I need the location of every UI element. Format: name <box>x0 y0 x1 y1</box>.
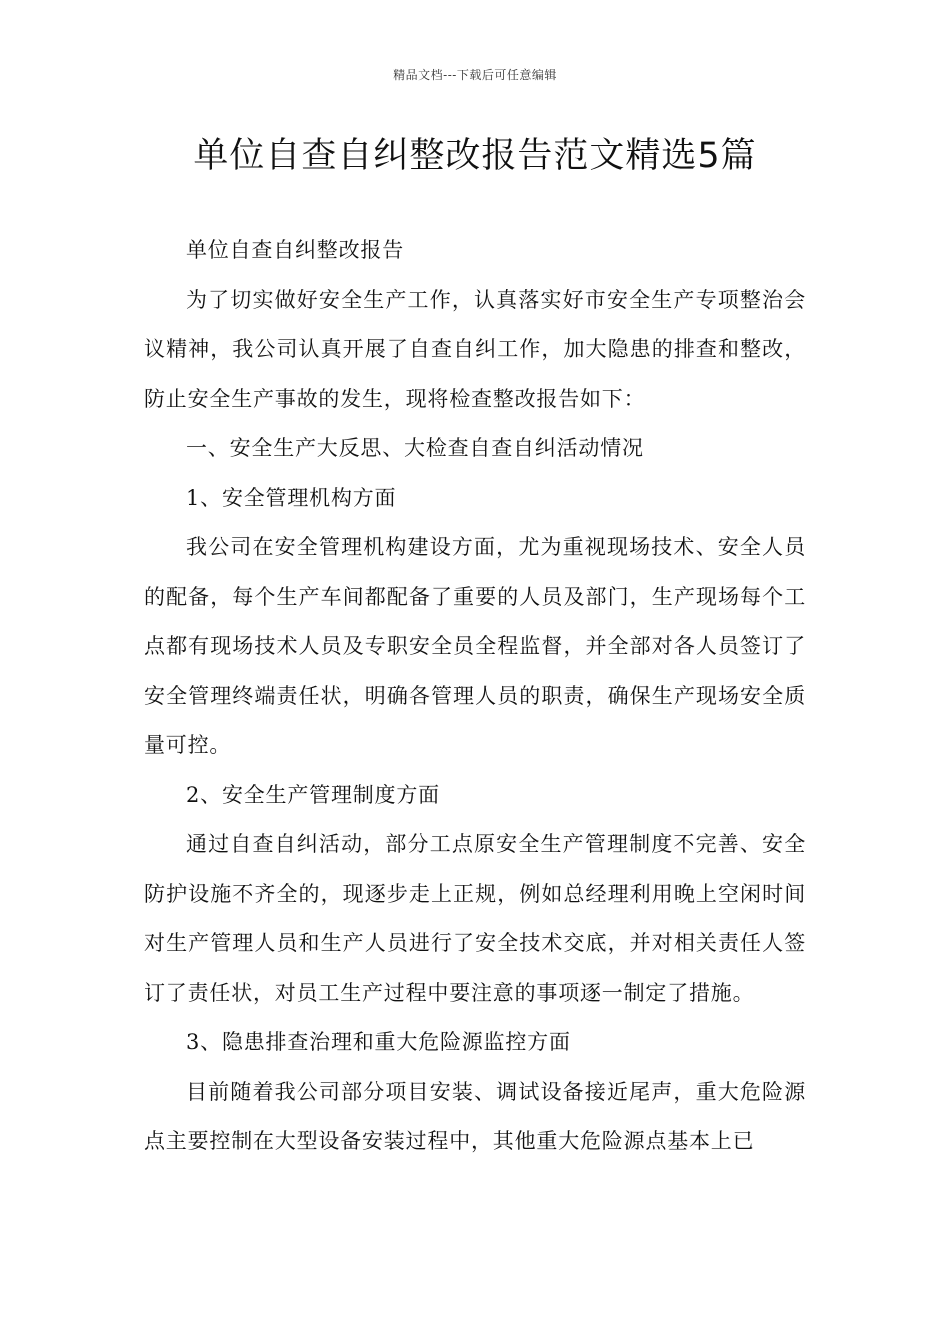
header-note: 精品文档---下载后可任意编辑 <box>393 68 557 82</box>
document-title: 单位自查自纠整改报告范文精选5篇 <box>193 136 757 176</box>
document-body <box>144 226 806 1167</box>
paragraph-management-rules: 通过自查自纠活动，部分工点原安全生产管理制度不完善、安全防护设施不齐全的，现逐步走上正规，例如总经理利用晚上空闲时间对生产管理人员和生产人员进行了安全技术交底，并对相关责任人签订了责任状，对员工生产过程中要注意的事项逐一制定了措施。 <box>144 832 806 1005</box>
section-heading-report: 单位自查自纠整改报告 <box>186 238 404 262</box>
subheading-hazard-control: 3、隐患排查治理和重大危险源监控方面 <box>186 1030 571 1054</box>
subheading-management-org: 1、安全管理机构方面 <box>186 485 397 510</box>
intro-paragraph: 为了切实做好安全生产工作，认真落实好市安全生产专项整治会议精神，我公司认真开展了自查自纠工作，加大隐患的排查和整改，防止安全生产事故的发生，现将检查整改报告如下： <box>144 287 806 411</box>
section-heading-activity: 一、安全生产大反思、大检查自查自纠活动情况 <box>186 436 644 460</box>
subheading-management-rules: 2、安全生产管理制度方面 <box>186 782 440 807</box>
paragraph-management-org: 我公司在安全管理机构建设方面，尤为重视现场技术、安全人员的配备，每个生产车间都配备了重要的人员及部门，生产现场每个工点都有现场技术人员及专职安全员全程监督，并全部对各人员签订了安全管理终端责任状，明确各管理人员的职责，确保生产现场安全质量可控。 <box>144 535 806 757</box>
paragraph-hazard-control: 目前随着我公司部分项目安装、调试设备接近尾声，重大危险源点主要控制在大型设备安装过程中，其他重大危险源点基本上已 <box>144 1079 806 1153</box>
